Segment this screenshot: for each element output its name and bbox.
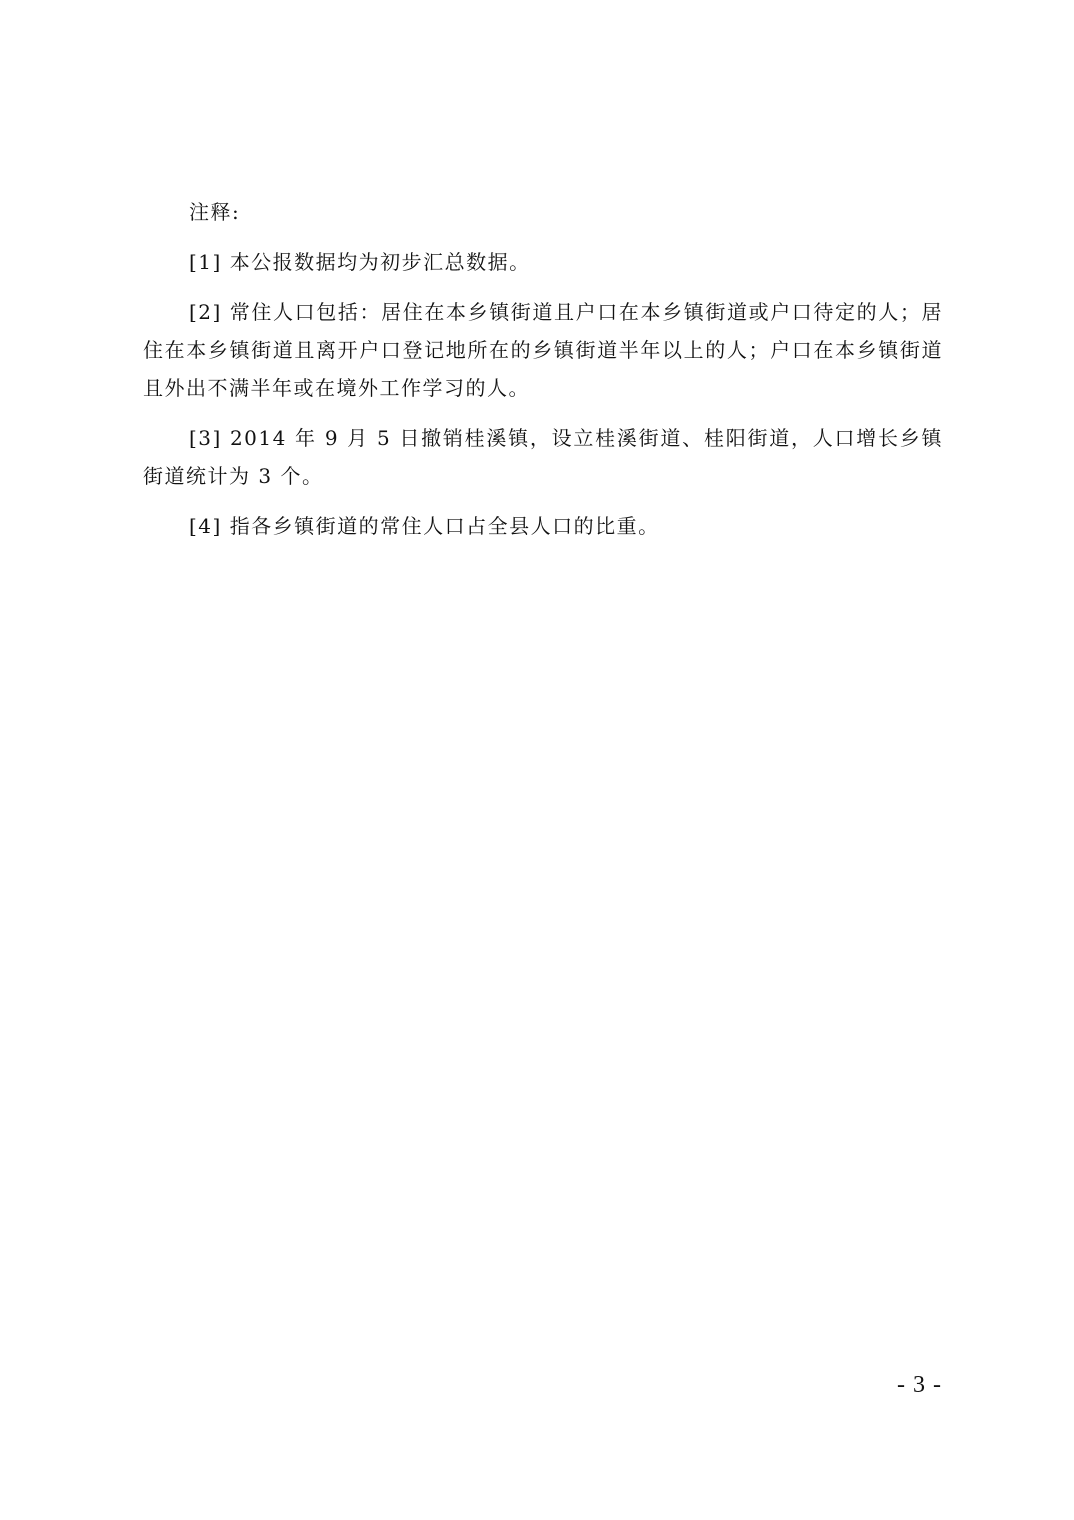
page-number: - 3 - (897, 1372, 942, 1398)
note-item-3: [3] 2014 年 9 月 5 日撤销桂溪镇，设立桂溪街道、桂阳街道，人口增长乡镇街道统计为 3 个。 (143, 426, 943, 488)
notes-heading: 注释: (189, 200, 241, 224)
notes-section (143, 193, 943, 557)
note-item-2: [2] 常住人口包括：居住在本乡镇街道且户口在本乡镇街道或户口待定的人；居住在本乡镇街道且离开户口登记地所在的乡镇街道半年以上的人；户口在本乡镇街道且外出不满半年或在境外工作学习的人。 (143, 300, 943, 400)
note-item-4: [4] 指各乡镇街道的常住人口占全县人口的比重。 (189, 514, 660, 538)
note-item-1: [1] 本公报数据均为初步汇总数据。 (189, 250, 531, 274)
